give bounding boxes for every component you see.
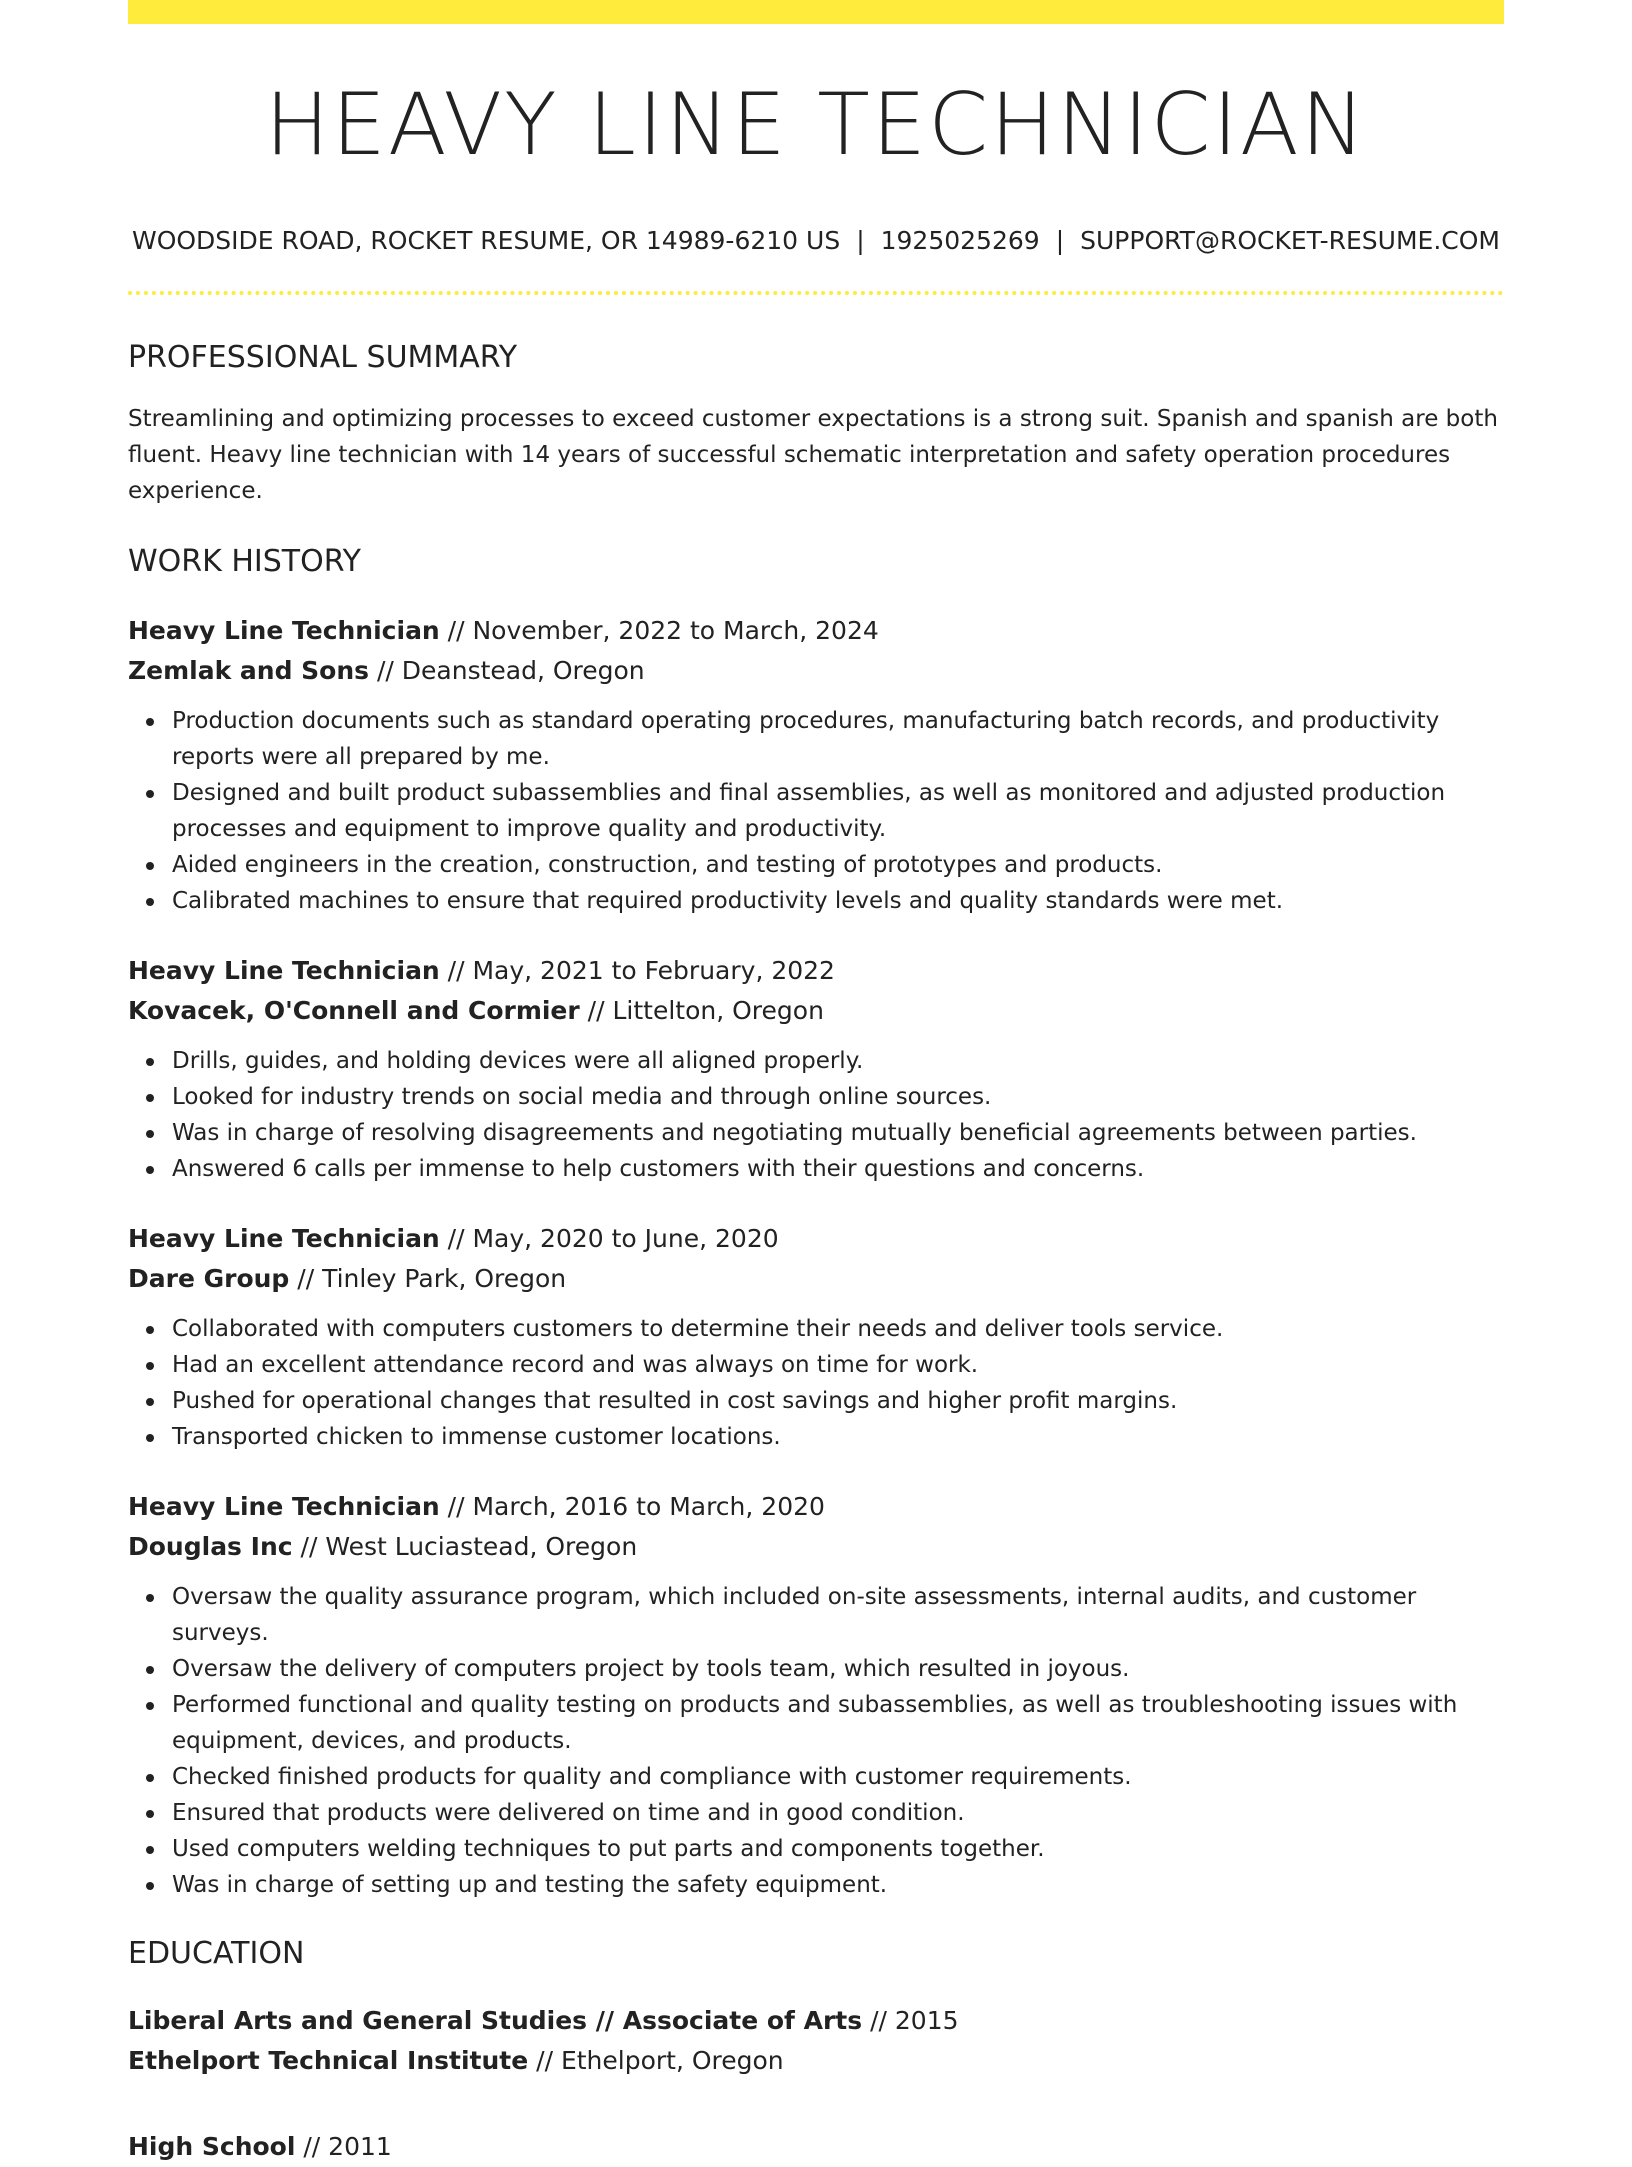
job-bullet: Production documents such as standard operating procedures, manufacturing batch records, and productivity reports were all prepared by me. <box>172 703 1504 775</box>
job-entry <box>128 1487 1504 1903</box>
job-location: // Deanstead, Oregon <box>369 656 645 685</box>
top-accent-bar <box>128 0 1504 24</box>
job-dates: // March, 2016 to March, 2020 <box>439 1492 825 1521</box>
work-history-list <box>128 611 1504 1903</box>
job-bullet: Was in charge of setting up and testing the safety equipment. <box>172 1867 1504 1903</box>
resume-title: HEAVY LINE TECHNICIAN <box>264 75 1368 175</box>
job-bullet: Designed and built product subassemblies and final assemblies, as well as monitored and adjusted production processes and equipment to improve quality and productivity. <box>172 775 1504 847</box>
education-year: // 2011 <box>295 2132 392 2161</box>
job-title-line <box>128 611 1504 651</box>
job-bullet: Answered 6 calls per immense to help customers with their questions and concerns. <box>172 1151 1504 1187</box>
contact-line <box>128 228 1504 253</box>
job-bullets <box>128 1579 1504 1903</box>
education-degree-line <box>128 2001 1504 2041</box>
job-bullet: Collaborated with computers customers to determine their needs and deliver tools service. <box>172 1311 1504 1347</box>
dotted-divider <box>128 291 1504 295</box>
education-school-line <box>128 2041 1504 2081</box>
job-company: Dare Group <box>128 1264 290 1293</box>
contact-address: WOODSIDE ROAD, ROCKET RESUME, OR 14989-6210 US <box>131 226 841 255</box>
summary-heading: PROFESSIONAL SUMMARY <box>128 340 518 375</box>
job-title-line <box>128 1487 1504 1527</box>
job-bullet: Calibrated machines to ensure that required productivity levels and quality standards were met. <box>172 883 1504 919</box>
job-company: Douglas Inc <box>128 1532 293 1561</box>
work-history-heading: WORK HISTORY <box>128 544 361 579</box>
job-bullet: Looked for industry trends on social media and through online sources. <box>172 1079 1504 1115</box>
education-year: // 2015 <box>862 2006 959 2035</box>
education-degree-line <box>128 2127 1504 2167</box>
job-entry <box>128 1219 1504 1455</box>
job-bullet: Was in charge of resolving disagreements and negotiating mutually beneficial agreements between parties. <box>172 1115 1504 1151</box>
education-entry <box>128 2127 1504 2167</box>
job-title: Heavy Line Technician <box>128 1492 440 1521</box>
job-title-line <box>128 1219 1504 1259</box>
job-company-line <box>128 1259 1504 1299</box>
job-bullet: Oversaw the delivery of computers project by tools team, which resulted in joyous. <box>172 1651 1504 1687</box>
contact-separator: | <box>856 226 865 255</box>
job-title: Heavy Line Technician <box>128 1224 440 1253</box>
job-title: Heavy Line Technician <box>128 956 440 985</box>
job-company-line <box>128 1527 1504 1567</box>
job-bullet: Ensured that products were delivered on time and in good condition. <box>172 1795 1504 1831</box>
job-dates: // May, 2021 to February, 2022 <box>439 956 835 985</box>
job-location: // West Luciastead, Oregon <box>292 1532 638 1561</box>
job-title: Heavy Line Technician <box>128 616 440 645</box>
job-bullet: Checked finished products for quality and compliance with customer requirements. <box>172 1759 1504 1795</box>
job-company: Zemlak and Sons <box>128 656 370 685</box>
job-entry <box>128 611 1504 919</box>
job-bullet: Had an excellent attendance record and was always on time for work. <box>172 1347 1504 1383</box>
job-bullet: Performed functional and quality testing on products and subassemblies, as well as troubleshooting issues with equipment, devices, and products. <box>172 1687 1504 1759</box>
summary-text: Streamlining and optimizing processes to exceed customer expectations is a strong suit. Spanish and spanish are both fluent. Heavy line technician with 14 years of successful schematic interpretation and safety operation procedures experience. <box>128 406 1498 504</box>
job-bullets <box>128 1311 1504 1455</box>
contact-email: SUPPORT@ROCKET-RESUME.COM <box>1080 226 1500 255</box>
resume-page <box>128 0 1504 2167</box>
education-entry <box>128 2001 1504 2081</box>
job-bullet: Oversaw the quality assurance program, which included on-site assessments, internal audits, and customer surveys. <box>172 1579 1504 1651</box>
job-bullet: Used computers welding techniques to put parts and components together. <box>172 1831 1504 1867</box>
job-company-line <box>128 991 1504 1031</box>
job-entry <box>128 951 1504 1187</box>
job-bullet: Aided engineers in the creation, construction, and testing of prototypes and products. <box>172 847 1504 883</box>
contact-separator: | <box>1055 226 1065 255</box>
job-location: // Tinley Park, Oregon <box>289 1264 567 1293</box>
education-school: Ethelport Technical Institute <box>128 2046 529 2075</box>
job-dates: // May, 2020 to June, 2020 <box>439 1224 779 1253</box>
job-bullet: Transported chicken to immense customer locations. <box>172 1419 1504 1455</box>
education-degree: Liberal Arts and General Studies // Associate of Arts <box>128 2006 863 2035</box>
job-location: // Littelton, Oregon <box>579 996 824 1025</box>
education-location: // Ethelport, Oregon <box>528 2046 784 2075</box>
education-heading: EDUCATION <box>128 1936 305 1971</box>
job-company-line <box>128 651 1504 691</box>
job-dates: // November, 2022 to March, 2024 <box>439 616 879 645</box>
job-company: Kovacek, O'Connell and Cormier <box>128 996 580 1025</box>
job-bullet: Drills, guides, and holding devices were all aligned properly. <box>172 1043 1504 1079</box>
job-title-line <box>128 951 1504 991</box>
job-bullets <box>128 1043 1504 1187</box>
job-bullet: Pushed for operational changes that resulted in cost savings and higher profit margins. <box>172 1383 1504 1419</box>
contact-phone: 1925025269 <box>880 226 1040 255</box>
job-bullets <box>128 703 1504 919</box>
education-degree: High School <box>128 2132 296 2161</box>
